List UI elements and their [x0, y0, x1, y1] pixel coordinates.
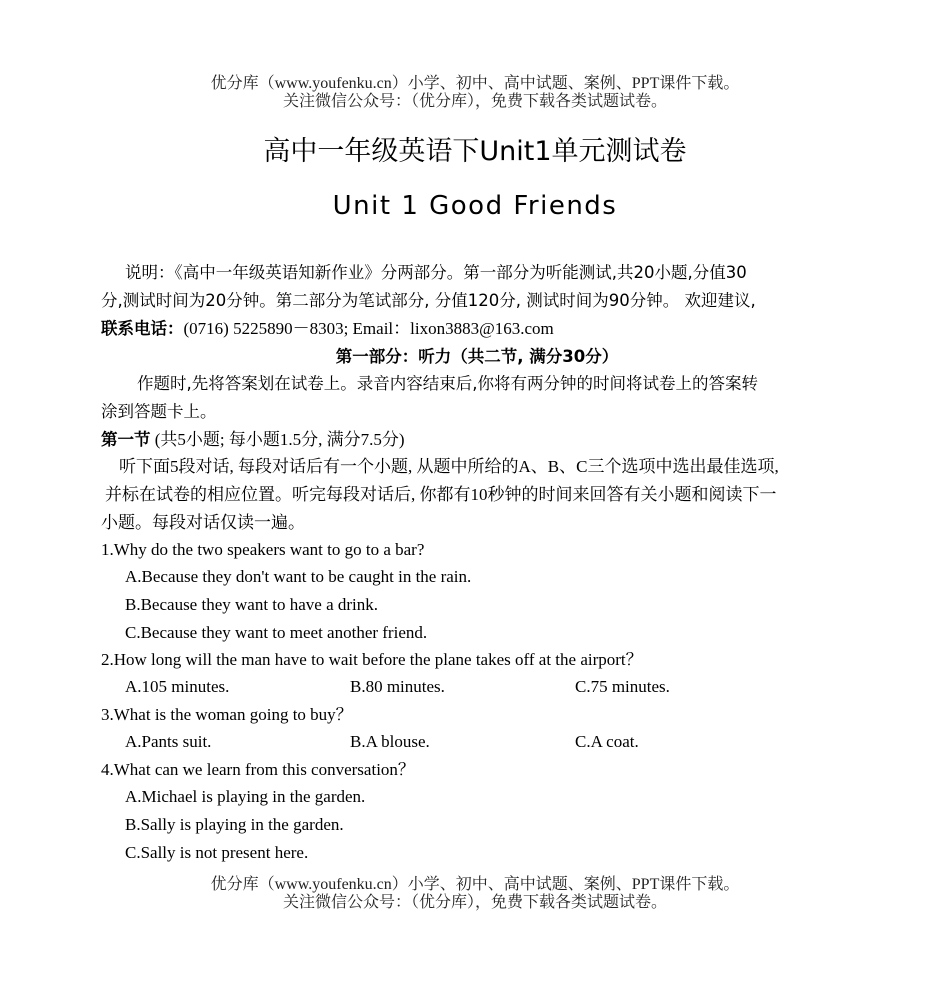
section1-meta: (共5小题; 每小题1.5分, 满分7.5分): [150, 430, 405, 449]
q4-option-c: C.Sally is not present here.: [125, 843, 309, 862]
page-header: [0, 75, 950, 111]
intro-line-3: [101, 318, 554, 340]
question-2: 2.How long will the man have to wait before the plane takes off at the airport？: [101, 650, 643, 669]
q1-option-c: C.Because they want to meet another friend.: [125, 623, 428, 642]
q3-option-a: A.Pants suit.: [125, 732, 212, 751]
part1-heading: 第一部分：听力（共二节, 满分30分）: [335, 347, 619, 366]
contact-info: (0716) 5225890－8303; Email：lixon3883@163.com: [183, 319, 554, 338]
q3-option-c: C.A coat.: [575, 732, 639, 751]
section1-desc-line-2: 并标在试卷的相应位置。听完每段对话后, 你都有10秒钟的时间来回答有关小题和阅读下一: [105, 485, 777, 504]
part1-instruction-line-1: 作题时,先将答案划在试卷上。录音内容结束后,你将有两分钟的时间将试卷上的答案转: [137, 374, 758, 393]
header-line-1: 优分库（www.youfenku.cn）小学、初中、高中试题、案例、PPT课件下载。: [210, 75, 740, 92]
phone-label: 联系电话：: [101, 319, 184, 338]
question-4: 4.What can we learn from this conversation？: [101, 760, 415, 779]
q4-option-a: A.Michael is playing in the garden.: [125, 787, 366, 806]
q2-option-c: C.75 minutes.: [575, 677, 670, 696]
intro-line-2: 分,测试时间为20分钟。第二部分为笔试部分, 分值120分, 测试时间为90分钟。 欢迎建议,: [101, 291, 756, 310]
q1-option-a: A.Because they don't want to be caught in the rain.: [125, 567, 472, 586]
page-subtitle: Unit 1 Good Friends: [332, 191, 618, 221]
section1-label: 第一节: [101, 430, 151, 449]
q2-option-a: A.105 minutes.: [125, 677, 230, 696]
section1-desc-line-1: 听下面5段对话, 每段对话后有一个小题, 从题中所给的A、B、C三个选项中选出最佳选项,: [119, 457, 779, 476]
footer-line-1: 优分库（www.youfenku.cn）小学、初中、高中试题、案例、PPT课件下载。: [210, 876, 740, 893]
question-1: 1.Why do the two speakers want to go to a bar?: [101, 540, 425, 559]
q1-option-b: B.Because they want to have a drink.: [125, 595, 379, 614]
q4-option-b: B.Sally is playing in the garden.: [125, 815, 344, 834]
header-line-2: 关注微信公众号：（优分库），免费下载各类试题试卷。: [282, 93, 667, 110]
page-footer: [0, 876, 950, 912]
part1-instruction-line-2: 涂到答题卡上。: [101, 402, 217, 421]
section1-desc-line-3: 小题。每段对话仅读一遍。: [101, 513, 305, 532]
intro-line-1: 说明：《高中一年级英语知新作业》分两部分。第一部分为听能测试,共20小题,分值30: [125, 263, 747, 282]
page-title: 高中一年级英语下Unit1单元测试卷: [263, 136, 687, 167]
q2-option-b: B.80 minutes.: [350, 677, 445, 696]
section1-heading: [101, 429, 405, 451]
question-3: 3.What is the woman going to buy？: [101, 705, 353, 724]
footer-line-2: 关注微信公众号：（优分库），免费下载各类试题试卷。: [282, 894, 667, 911]
q3-option-b: B.A blouse.: [350, 732, 430, 751]
